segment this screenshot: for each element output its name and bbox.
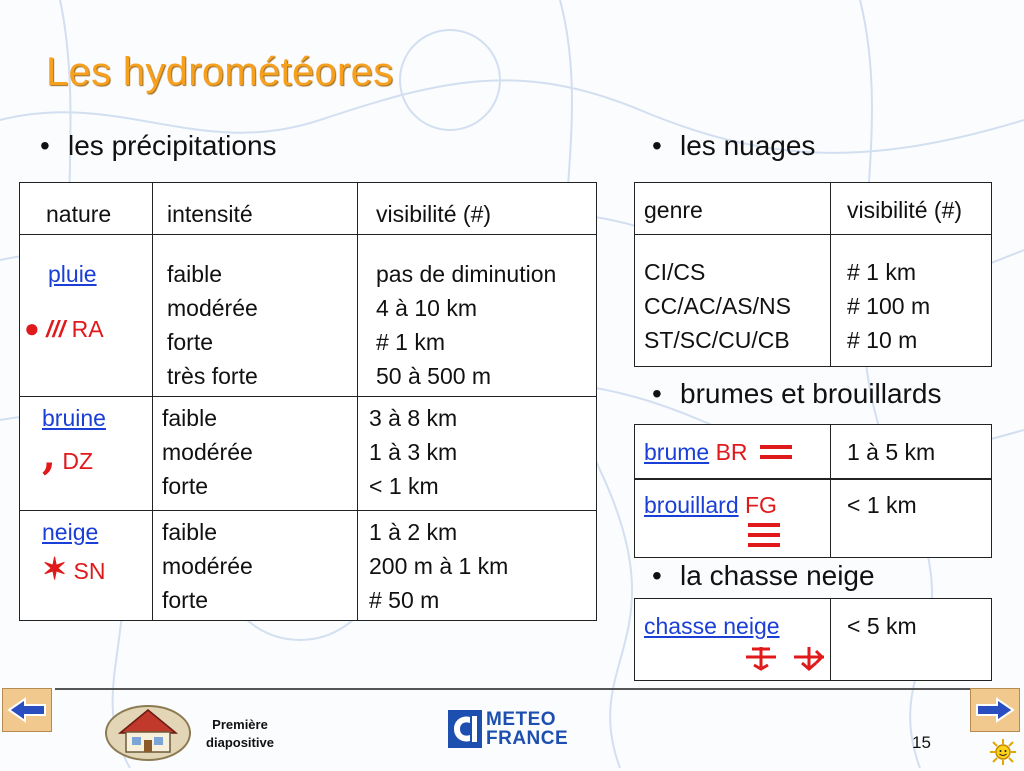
visibility-item: pas de diminution	[376, 261, 557, 287]
intensity-item: forte	[162, 473, 209, 499]
bullet-nuages	[652, 130, 815, 162]
meteo-france-logo	[448, 710, 574, 748]
bullet-precipitations-label: les précipitations	[68, 130, 277, 161]
visibility-item: # 1 km	[376, 329, 446, 355]
mist-lines-icon	[760, 437, 792, 471]
first-slide-label-line1: Première	[212, 717, 268, 732]
link-neige[interactable]: neige	[42, 519, 99, 545]
cell-pluie-visibilite	[358, 235, 597, 397]
bullet-dot: •	[652, 378, 662, 409]
cell-chasse-neige-name	[635, 599, 831, 681]
brume-row	[635, 425, 992, 479]
link-brouillard[interactable]: brouillard	[644, 492, 739, 518]
row-neige	[20, 511, 597, 621]
cell-pluie-nature	[20, 235, 153, 397]
bullet-precipitations	[40, 130, 277, 162]
genre-item: CI/CS	[644, 259, 706, 285]
arrow-right-icon	[971, 689, 1019, 731]
visibility-item: 200 m à 1 km	[369, 553, 509, 579]
rain-slashes-icon: ///	[46, 316, 66, 342]
rain-dot-icon: ●	[24, 313, 40, 343]
intensity-item: modérée	[162, 553, 253, 579]
bullet-dot: •	[652, 560, 662, 591]
intensity-item: très forte	[167, 363, 258, 389]
intensity-item: forte	[162, 587, 209, 613]
visibility-item: < 1 km	[369, 473, 439, 499]
intensity-item: faible	[162, 405, 217, 431]
bullet-chasse-neige	[652, 560, 875, 592]
snow-star-icon: ✶	[42, 553, 68, 586]
visibility-item: 50 à 500 m	[376, 363, 492, 389]
chasse-neige-row	[635, 599, 992, 681]
header-intensite: intensité	[153, 183, 358, 235]
cell-chasse-neige-value: < 5 km	[831, 599, 992, 681]
visibility-item: 1 à 3 km	[369, 439, 458, 465]
first-slide-house-button[interactable]	[104, 700, 192, 762]
row-pluie	[20, 235, 597, 397]
bullet-brumes	[652, 378, 941, 410]
brouillard-row	[635, 480, 992, 558]
visibility-item: 4 à 10 km	[376, 295, 477, 321]
genre-item: CC/AC/AS/NS	[644, 293, 791, 319]
cell-brume-value: 1 à 5 km	[831, 425, 992, 479]
drizzle-comma-icon: ,	[42, 432, 56, 479]
cell-neige-visibilite	[358, 511, 597, 621]
meteo-france-emblem-icon	[448, 710, 482, 748]
cell-brume-name	[635, 425, 831, 479]
intensity-item: modérée	[167, 295, 258, 321]
arrow-left-icon	[3, 689, 51, 731]
cell-brouillard-value: < 1 km	[831, 480, 992, 558]
footer-divider	[55, 688, 970, 690]
header-genre: genre	[635, 183, 831, 235]
nuages-data-row	[635, 235, 992, 367]
brouillard-table	[634, 479, 992, 558]
link-pluie[interactable]: pluie	[48, 261, 97, 287]
precipitation-table	[19, 182, 597, 621]
bullet-dot: •	[652, 130, 662, 161]
neige-symbol-group	[42, 553, 105, 588]
pluie-code: RA	[71, 316, 104, 342]
cell-bruine-intensite	[153, 397, 358, 511]
intensity-item: faible	[162, 519, 217, 545]
bruine-symbol-group	[42, 432, 93, 479]
brume-table	[634, 424, 992, 479]
cell-pluie-intensite	[153, 235, 358, 397]
header-visibilite-nuages: visibilité (#)	[831, 183, 992, 235]
visibility-item: 1 à 2 km	[369, 519, 458, 545]
link-bruine[interactable]: bruine	[42, 405, 106, 431]
cell-neige-nature	[20, 511, 153, 621]
drifting-snow-icon	[744, 643, 778, 680]
header-nature: nature	[20, 183, 153, 235]
first-slide-label[interactable]	[194, 716, 286, 752]
cell-bruine-visibilite	[358, 397, 597, 511]
bullet-dot: •	[40, 130, 50, 161]
previous-slide-button[interactable]	[2, 688, 52, 732]
page-number: 15	[912, 733, 931, 752]
intensity-item: faible	[167, 261, 222, 287]
slide-title: Les hydrométéores	[46, 50, 394, 94]
chasse-neige-table	[634, 598, 992, 681]
next-slide-button[interactable]	[970, 688, 1020, 732]
link-brume[interactable]: brume	[644, 439, 710, 465]
visibility-item: # 1 km	[847, 259, 917, 285]
visibility-item: # 50 m	[369, 587, 440, 613]
brume-code: BR	[715, 439, 748, 465]
blowing-snow-icon	[792, 643, 826, 680]
pluie-symbol-group	[24, 311, 104, 346]
bullet-chasse-neige-label: la chasse neige	[680, 560, 875, 591]
header-visibilite: visibilité (#)	[358, 183, 597, 235]
nuages-table	[634, 182, 992, 367]
cell-nuages-genres	[635, 235, 831, 367]
cell-bruine-nature	[20, 397, 153, 511]
visibility-item: 3 à 8 km	[369, 405, 458, 431]
row-bruine	[20, 397, 597, 511]
intensity-item: modérée	[162, 439, 253, 465]
cell-brouillard-name	[635, 480, 831, 558]
fog-lines-icon	[748, 522, 780, 557]
first-slide-label-line2: diapositive	[206, 735, 274, 750]
visibility-item: # 10 m	[847, 327, 918, 353]
bullet-brumes-label: brumes et brouillards	[680, 378, 942, 409]
bruine-code: DZ	[62, 448, 93, 474]
cell-nuages-visibilites	[831, 235, 992, 367]
sun-icon	[988, 738, 1018, 766]
precipitation-header-row	[20, 183, 597, 235]
logo-text-line2: FRANCE	[486, 728, 569, 749]
visibility-item: # 100 m	[847, 293, 931, 319]
brouillard-code: FG	[745, 492, 777, 518]
logo-text-line1: METEO	[486, 709, 557, 730]
nuages-header-row	[635, 183, 992, 235]
genre-item: ST/SC/CU/CB	[644, 327, 790, 353]
house-icon	[104, 700, 192, 762]
neige-code: SN	[73, 558, 106, 584]
intensity-item: forte	[167, 329, 214, 355]
link-chasse-neige[interactable]: chasse neige	[644, 613, 780, 639]
bullet-nuages-label: les nuages	[680, 130, 816, 161]
logo-text	[486, 710, 568, 748]
cell-neige-intensite	[153, 511, 358, 621]
